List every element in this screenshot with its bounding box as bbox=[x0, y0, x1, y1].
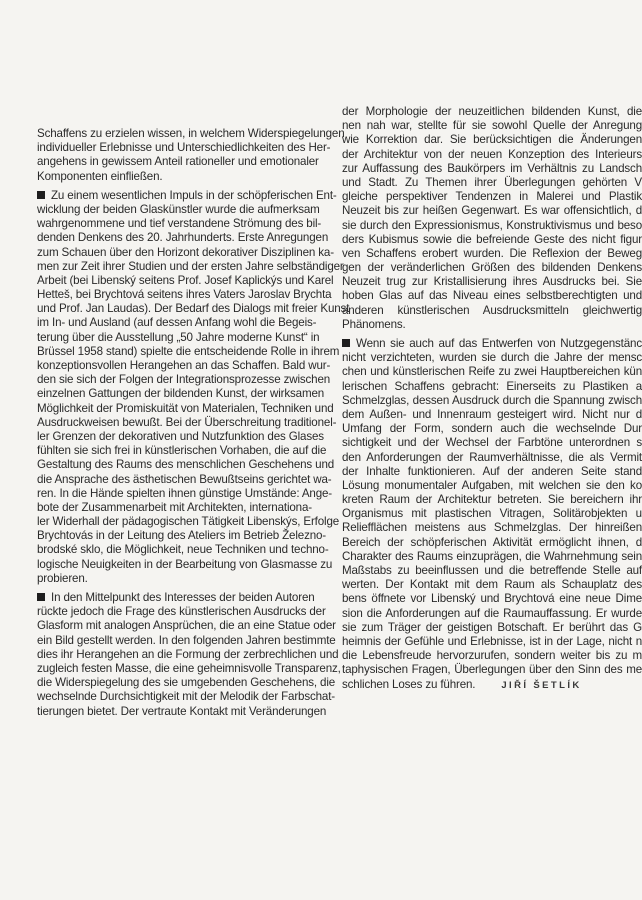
text-line-content: dies ihr Herangehen an die Formung der zerbrechlichen und bbox=[37, 647, 339, 661]
text-line bbox=[342, 621, 642, 635]
text-line-content: Glasform mit analogen Ansprüchen, die an eine Statue oder bbox=[37, 619, 336, 633]
text-line-content: Neuzeit trug zur Kristallisierung ihres Ausdrucks bei. Sie bbox=[342, 275, 642, 289]
text-line-content: die Lebensfreude hervorzurufen, sondern weiter bis zu m bbox=[342, 649, 642, 663]
text-line-content: Schmelzglas, dessen Ausdruck durch die Spannung zwisch bbox=[342, 393, 642, 407]
text-line-content: sie durch den Expressionismus, Konstruktivismus und beso bbox=[342, 218, 642, 232]
text-line-content: nen nah war, stellte für sie sowohl Quelle der Anregung bbox=[342, 119, 642, 133]
text-line-content: anderen künstlerischen Ausdrucksmitteln gleichwertig bbox=[342, 303, 642, 317]
text-line-content: tierungen bietet. Der vertraute Kontakt mit Veränderungen bbox=[37, 704, 327, 718]
text-line-content: ren. In die Hände spielten ihnen günstige Umstände: Ange- bbox=[37, 486, 333, 500]
text-line bbox=[37, 155, 319, 169]
right-text-column bbox=[342, 105, 642, 697]
text-line-content: wechselnde Durchsichtigkeit mit der Melodik der Farbschat- bbox=[37, 690, 336, 704]
text-line bbox=[37, 515, 340, 529]
text-line-content: terung über die Ausstellung „50 Jahre moderne Kunst“ in bbox=[37, 330, 320, 344]
text-line bbox=[342, 436, 642, 450]
text-line bbox=[37, 529, 327, 543]
text-line bbox=[37, 344, 340, 359]
text-line bbox=[342, 465, 642, 479]
paragraph bbox=[342, 105, 642, 332]
text-line bbox=[342, 422, 642, 436]
text-line-content: werten. Der Kontakt mit dem Raum als Schauplatz des bbox=[342, 578, 642, 592]
text-line-content: Zu einem wesentlichen Impuls in der schöpferischen Ent- bbox=[51, 188, 337, 202]
text-line-content: In den Mittelpunkt des Interesses der beiden Autoren bbox=[51, 591, 315, 604]
text-line-content: brodské sklo, die Möglichkeit, neue Techniken und techno- bbox=[37, 543, 329, 557]
text-line bbox=[37, 676, 336, 690]
text-line bbox=[342, 162, 642, 176]
text-line bbox=[37, 401, 334, 416]
text-line bbox=[342, 578, 642, 592]
text-line bbox=[37, 359, 331, 373]
text-line bbox=[342, 678, 642, 692]
text-line-content: Brüssel 1958 stand) spielte die entscheidende Rolle in ihrem bbox=[37, 344, 340, 358]
square-bullet-icon bbox=[342, 339, 350, 347]
text-line-content: heimnis der Gefühle und Erlebnisse, ist in der Lage, nicht n bbox=[342, 634, 642, 648]
text-line-content: einzelnen Gattungen der bildenden Kunst, der wirksamen bbox=[37, 387, 325, 401]
paragraph bbox=[37, 188, 350, 586]
text-line bbox=[342, 133, 642, 147]
text-line bbox=[342, 190, 642, 204]
text-line-content: Schaffens zu erzielen wissen, in welchem Widerspiegelungen bbox=[37, 127, 345, 140]
text-line bbox=[342, 394, 642, 408]
text-line-content: den Anforderungen der Raumverhältnisse, die als Vermit bbox=[342, 450, 642, 464]
text-line-content: der Architektur von der neuen Konzeption des Interieurs bbox=[342, 147, 642, 161]
text-line-content: fühlten sie sich frei in künstlerischen Vorhaben, die auf die bbox=[37, 444, 327, 458]
text-line-content: logische Neuigkeiten in der Bearbeitung von Glasmasse zu bbox=[37, 557, 333, 571]
text-line-content: Ausdruckweisen bewußt. Bei der Überschreitung traditionel- bbox=[37, 415, 337, 429]
text-line-content: taphysischen Fragen, Überlegungen über den Sinn des me bbox=[342, 663, 642, 677]
text-line-content: Maßstabs zu beeinflussen und die betreffende Stelle auf bbox=[342, 564, 642, 577]
text-line bbox=[37, 202, 320, 217]
text-line bbox=[37, 704, 327, 719]
square-bullet-icon bbox=[37, 593, 45, 601]
text-line bbox=[37, 591, 315, 605]
text-line-content: kreten Raum der Architektur betreten. Sie bereichern ihr bbox=[342, 493, 642, 507]
text-line-content: wicklung der beiden Glaskünstler wurde die aufmerksam bbox=[37, 202, 320, 216]
text-line bbox=[342, 318, 642, 332]
text-line bbox=[37, 690, 336, 704]
text-line bbox=[37, 259, 344, 274]
text-line-content: Umfang der Form, sondern auch die wechselnde Dur bbox=[342, 422, 642, 436]
text-line-content: der Morphologie der neuzeitlichen bildenden Kunst, die bbox=[342, 105, 642, 118]
text-line bbox=[37, 330, 320, 345]
text-line bbox=[342, 493, 642, 507]
text-line bbox=[342, 365, 642, 379]
text-line-content: Reliefflächen meistens aus Schmelzglas. Der hinreißen bbox=[342, 521, 642, 535]
text-line bbox=[37, 288, 332, 302]
text-line bbox=[342, 119, 642, 133]
text-line bbox=[37, 387, 325, 401]
text-line-content: ler Widerhall der pädagogischen Tätigkeit Libenskýs, Erfolge bbox=[37, 515, 340, 529]
text-line-content: den sie sich der Folgen der Integrationsprozesse zwischen bbox=[37, 373, 331, 387]
text-line-content: angehens in gewissem Anteil rationeller und emotionaler bbox=[37, 155, 319, 169]
text-line bbox=[342, 275, 642, 289]
text-line-content: Gestaltung des Raums des menschlichen Geschehens und bbox=[37, 458, 335, 472]
text-line-content: die Ansprache des ästhetischen Bewußtseins gerichtet wa- bbox=[37, 472, 332, 486]
text-line-content: Brychtovás in der Leitung des Ateliers im Betrieb Železno- bbox=[37, 529, 327, 543]
text-line bbox=[342, 233, 642, 247]
text-line bbox=[342, 663, 642, 677]
text-line bbox=[342, 289, 642, 303]
text-line bbox=[37, 429, 324, 444]
text-line-content: bens öffnete vor Libenský und Brychtová eine neue Dime bbox=[342, 592, 642, 606]
text-line-content: Bereich der schöpferischen Aktivität ermöglicht ihnen, d bbox=[342, 535, 642, 549]
text-line bbox=[37, 444, 327, 458]
text-line bbox=[342, 635, 642, 649]
text-line bbox=[37, 543, 329, 557]
left-text-column bbox=[37, 127, 350, 724]
text-line bbox=[37, 619, 336, 633]
text-line bbox=[342, 521, 642, 535]
text-line bbox=[37, 472, 332, 487]
text-line-content: Organismus mit plastischen Vitragen, Solitärobjekten u bbox=[342, 507, 642, 521]
text-line-content: Charakter des Raums einzuprägen, die Wahrnehmung sein bbox=[342, 549, 642, 563]
text-line bbox=[37, 245, 334, 260]
text-line-content: die Widerspiegelung des sie umgebenden Geschehens, die bbox=[37, 676, 336, 690]
text-line-content: Hetteš, bei Brychtová seitens ihres Vaters Jaroslav Brychta bbox=[37, 288, 332, 302]
text-line bbox=[37, 170, 312, 184]
text-line-content: Lösung monumentaler Aufgaben, mit welchen sie den ko bbox=[342, 478, 642, 492]
text-line-content: sion die Anforderungen auf die Raumauffassung. Er wurde bbox=[342, 606, 642, 620]
text-line-content: individueller Erlebnisse und Unterschiedlichkeiten des Her- bbox=[37, 141, 331, 155]
text-line-content: ders Kubismus sowie die befreiende Geste des nicht figur bbox=[342, 232, 642, 246]
text-line-content: Neuzeit bis zur heißen Gegenwart. Es war offensichtlich, d bbox=[342, 204, 642, 218]
text-line-content: probieren. bbox=[37, 571, 88, 585]
text-line-content: gleiche perspektiver Tendenzen in Malerei und Plastik bbox=[342, 190, 642, 204]
author-signature: JIŘÍ ŠETLÍK bbox=[501, 679, 582, 691]
text-line bbox=[37, 572, 312, 586]
text-line bbox=[342, 649, 642, 663]
paragraph bbox=[342, 337, 642, 692]
text-line-content: wahrgenommene und tief verstandene Strömung des bil- bbox=[37, 217, 322, 231]
text-line-content: nicht verzichteten, wurden sie durch die Jahre der mensc bbox=[342, 351, 642, 365]
text-line-content: rückte jedoch die Frage des künstlerischen Ausdrucks der bbox=[37, 605, 326, 619]
text-line bbox=[37, 373, 331, 387]
text-line-content: im In- und Ausland (auf dessen Anfang wohl die Begeis- bbox=[37, 316, 317, 330]
text-line bbox=[37, 141, 331, 155]
text-line-content: ler Grenzen der dekorativen und Nutzfunktion des Glases bbox=[37, 429, 324, 443]
text-line-content: Komponenten einfließen. bbox=[37, 169, 163, 183]
text-line-content: Wenn sie auch auf das Entwerfen von Nutzgegenstänc bbox=[356, 337, 642, 350]
text-line bbox=[342, 564, 642, 578]
text-line bbox=[342, 261, 642, 275]
text-line-content: zum Schauen über den Horizont dekorativer Disziplinen ka- bbox=[37, 245, 334, 259]
text-line-content: schlichen Loses zu führen. bbox=[342, 677, 476, 691]
text-line-content: denden Denkens des 20. Jahrhunderts. Erste Anregungen bbox=[37, 231, 329, 245]
text-line bbox=[342, 219, 642, 233]
text-line bbox=[342, 380, 642, 394]
text-line bbox=[342, 451, 642, 465]
text-line-content: ein Bild gestellt werden. In den folgenden Jahren bestimmte bbox=[37, 633, 336, 647]
text-line-content: Phänomens. bbox=[342, 317, 406, 331]
text-line-content: und Prof. Jan Laudas). Der Bedarf des Dialogs mit freier Kunst bbox=[37, 302, 350, 316]
text-line bbox=[37, 486, 333, 501]
text-line-content: chen und künstlerischen Reife zu zwei Hauptbereichen kün bbox=[342, 365, 642, 379]
text-line bbox=[37, 605, 326, 619]
text-line-content: hoben Glas auf das Niveau eines selbstberechtigten und bbox=[342, 289, 642, 303]
text-line-content: sichtigkeit und der Wechsel der Farbtöne unterordnen s bbox=[342, 436, 642, 450]
text-line bbox=[37, 273, 334, 288]
text-line-content: wie Korrektion dar. Sie berücksichtigen die Änderungen bbox=[342, 133, 642, 147]
text-line bbox=[37, 557, 333, 572]
text-line bbox=[37, 231, 329, 245]
text-line bbox=[342, 408, 642, 422]
text-line bbox=[342, 351, 642, 365]
text-line bbox=[37, 302, 350, 316]
text-line bbox=[342, 592, 642, 606]
text-line-content: und Stadt. Zu Themen ihrer Überlegungen gehörten V bbox=[342, 175, 642, 189]
text-line-content: lerischen Schaffens gebracht: Einerseits zu Plastiken a bbox=[342, 379, 642, 393]
text-line-content: dem Außen- und Innenraum gesteigert wird. Nicht nur d bbox=[342, 407, 642, 421]
text-line bbox=[37, 415, 337, 430]
text-line bbox=[37, 633, 336, 648]
text-line-content: Arbeit (bei Libenský seitens Prof. Josef Kaplickýs und Karel bbox=[37, 273, 334, 287]
text-line bbox=[37, 501, 312, 515]
text-line-content: bote der Zusammenarbeit mit Architekten, internationa- bbox=[37, 500, 312, 514]
text-line-content: Möglichkeit der Promiskuität von Materialen, Techniken und bbox=[37, 401, 334, 415]
text-line bbox=[342, 304, 642, 318]
text-line bbox=[37, 127, 345, 141]
text-line bbox=[342, 176, 642, 190]
text-line-content: zur Auffassung des Baukörpers im Verhältnis zu Landsch bbox=[342, 161, 642, 175]
text-line-content: sie zum Träger der geistigen Botschaft. Er berührt das G bbox=[342, 620, 642, 634]
text-line-content: men zur Zeit ihrer Studien und der ersten Jahre selbständiger bbox=[37, 259, 344, 273]
text-line bbox=[342, 607, 642, 621]
text-line bbox=[37, 647, 339, 662]
text-line bbox=[342, 247, 642, 261]
square-bullet-icon bbox=[37, 191, 45, 199]
text-line-content: der Inhalte funktionieren. Auf der anderen Seite stand bbox=[342, 464, 642, 478]
text-line bbox=[342, 337, 642, 351]
paragraph bbox=[37, 127, 345, 184]
text-line bbox=[342, 479, 642, 493]
text-line bbox=[37, 458, 335, 472]
paragraph bbox=[37, 591, 341, 719]
text-line-content: ven Schaffens erobert wurden. Die Reflexion der Beweg bbox=[342, 246, 642, 260]
text-line bbox=[342, 204, 642, 218]
text-line bbox=[342, 148, 642, 162]
text-line bbox=[37, 316, 317, 330]
text-line bbox=[37, 188, 337, 203]
text-line bbox=[37, 661, 341, 676]
text-line bbox=[342, 536, 642, 550]
text-line-content: konzeptionsvollen Herangehen an das Schaffen. Bald wur- bbox=[37, 359, 331, 372]
text-line bbox=[342, 507, 642, 521]
text-line bbox=[342, 550, 642, 564]
text-line-content: zugleich festen Masse, die eine geheimnisvolle Transparenz, bbox=[37, 661, 341, 675]
text-line-content: gen der veränderlichen Größen des bildenden Denkens bbox=[342, 261, 642, 275]
text-line bbox=[37, 217, 322, 231]
text-line bbox=[342, 105, 642, 119]
